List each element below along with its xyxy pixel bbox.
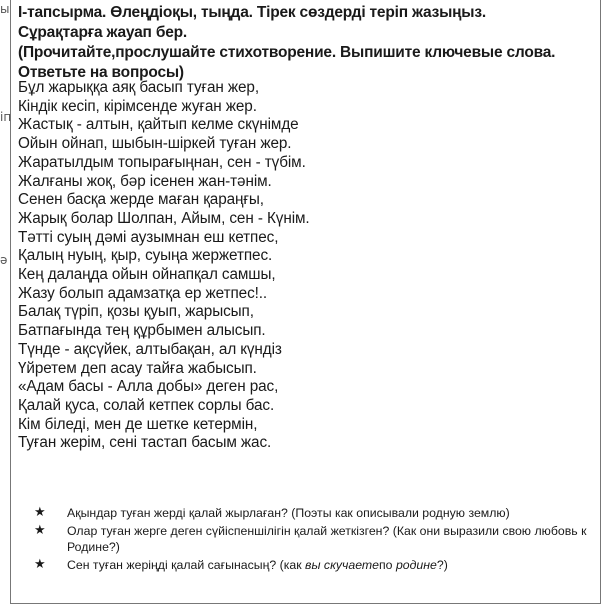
question-item	[34, 505, 594, 521]
poem-line: Бұл жарыққа аяқ басып туған жер,	[18, 79, 259, 96]
star-icon: ★	[34, 557, 46, 572]
poem-line: Тәтті суың дәмі аузымнан еш кетпес,	[18, 228, 279, 246]
edge-mark: ә	[0, 253, 8, 267]
star-icon: ★	[34, 505, 46, 520]
poem-line: «Адам басы - Алла добы» деген рас,	[18, 378, 279, 396]
question-item	[34, 557, 594, 573]
poem-line: Кіндік кесіп, кірімсенде жуған жер.	[18, 97, 257, 115]
question-ru-italic: вы скучаете	[305, 558, 380, 572]
task-subtitle: Сұрақтарға жауап бер.	[18, 24, 187, 41]
task-translation: (Прочитайте,прослушайте стихотворение. Выпишите ключевые слова.	[18, 44, 556, 61]
question-kz: Ақындар туған жерді қалай жырлаған?	[67, 506, 288, 520]
poem-line: Түнде - ақсүйек, алтыбақан, ал күндіз	[18, 340, 282, 358]
poem	[18, 79, 438, 453]
poem-line: Жазу болып адамзатқа ер жетпес!..	[18, 284, 268, 302]
poem-line: Кең далаңда ойын ойнапқал самшы,	[18, 266, 276, 284]
poem-line: Жаратылдым топырағыңнан, сен - түбім.	[18, 153, 306, 171]
questions-list	[34, 505, 594, 575]
poem-line: Қалай қуса, солай кетпек сорлы бас.	[18, 396, 275, 414]
poem-line: Қалың нуың, қыр, суыңа жержетпес.	[18, 247, 273, 265]
star-icon: ★	[34, 523, 46, 538]
question-ru-mid: по	[379, 558, 393, 572]
question-ru-post: ?)	[436, 558, 448, 572]
poem-line: Үйретем деп асау тайға жабысып.	[18, 359, 257, 377]
question-kz: Олар туған жерге деген сүйіспеншілігін қалай жеткізген?	[67, 524, 390, 538]
poem-line: Батпағында тең құрбымен алысып.	[18, 322, 266, 340]
poem-line: Кім біледі, мен де шетке кетермін,	[18, 415, 258, 433]
task-translation-cont: Ответьте на вопросы)	[18, 64, 184, 81]
poem-line: Ойын ойнап, шыбын-шіркей туған жер.	[18, 135, 292, 153]
poem-line: Жарық болар Шолпан, Айым, сен - Күнім.	[18, 209, 310, 227]
edge-mark: ы	[0, 2, 10, 16]
task-title: І-тапсырма. Өлеңдіоқы, тыңда. Тірек сөздерді теріп жазыңыз.	[18, 4, 486, 21]
poem-line: Жалғаны жоқ, бәр ісенен жан-тәнім.	[18, 172, 272, 190]
question-kz: Сен туған жеріңді қалай сағынасың?	[67, 558, 277, 572]
poem-line: Сенен басқа жерде маған қараңғы,	[18, 191, 264, 209]
question-ru-italic: родине	[395, 558, 437, 572]
poem-line: Балақ түріп, қозы қуып, жарысып,	[18, 303, 254, 321]
question-item	[34, 523, 594, 555]
question-ru: (Поэты как описывали родную землю)	[291, 506, 510, 520]
poem-line: Туған жерім, сені тастап басым жас.	[18, 434, 272, 452]
question-ru-pre: (как	[279, 558, 302, 572]
edge-mark: іп	[0, 110, 12, 124]
poem-line: Жастық - алтын, қайтып келме скүнімде	[18, 116, 299, 134]
task-instructions	[18, 3, 598, 83]
question-ru: (Как они выразили свою любовь к Родине?)	[67, 524, 587, 554]
